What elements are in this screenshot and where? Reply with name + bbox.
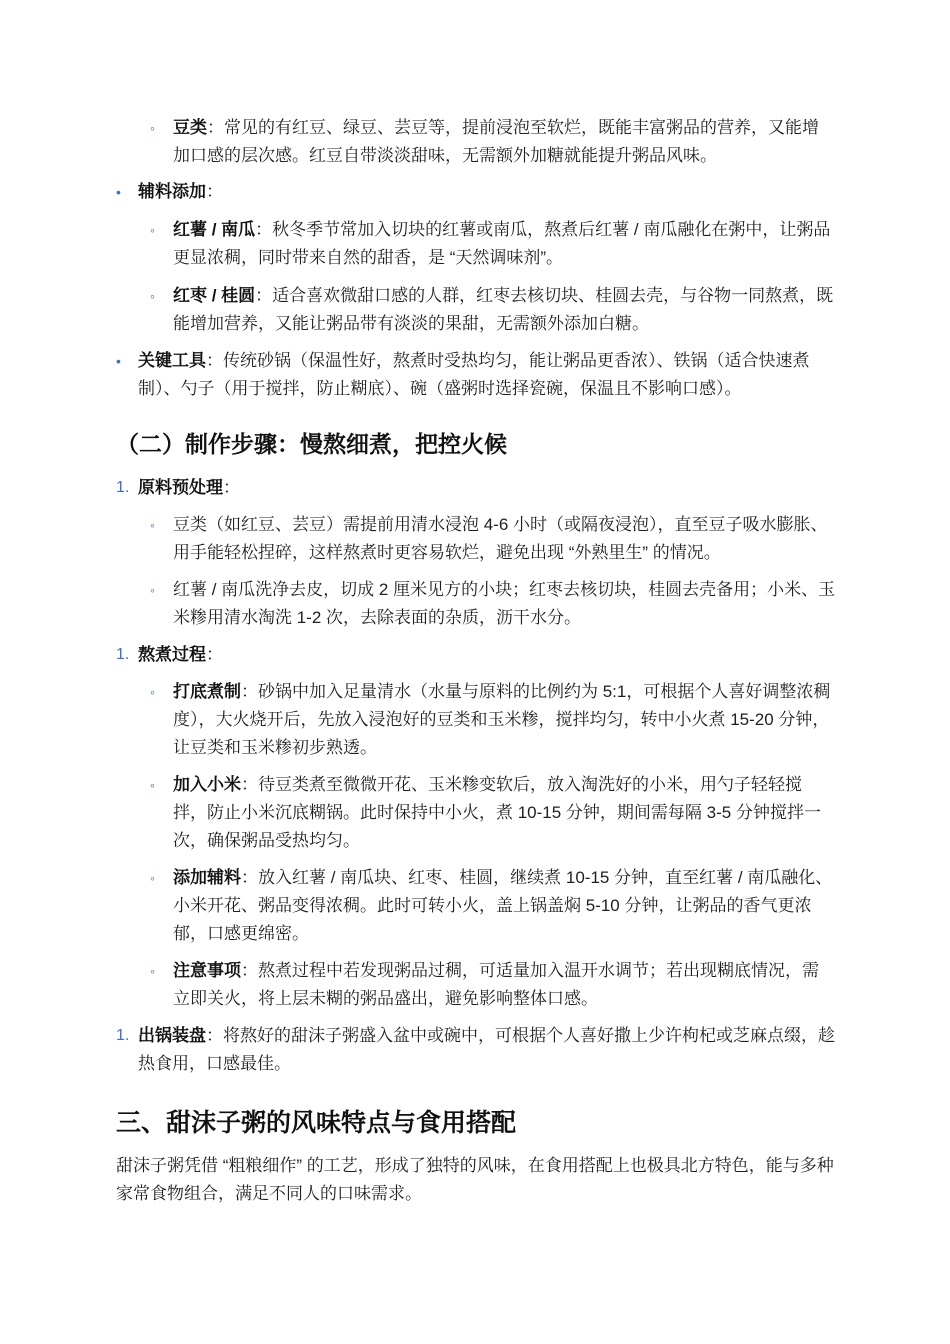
sub-bullet-marker: ◦ [150,582,155,598]
substep-term: 添加辅料 [173,868,241,887]
item-term: 红薯 / 南瓜 [173,220,256,239]
bullet-marker: • [116,353,121,369]
step-serving [138,1022,836,1078]
bullet-marker: • [116,184,121,200]
item-term: 关键工具 [138,351,206,370]
sub-bullet-marker: ◦ [150,288,155,304]
number-marker: 1. [116,479,130,496]
step-term: 原料预处理 [138,478,223,497]
step-substep: 红薯 / 南瓜洗净去皮，切成 2 厘米见方的小块；红枣去核切块，桂圆去壳备用；小米、玉米糁用清水淘洗 1-2 次，去除表面的杂质，沥干水分。 [173,580,836,627]
list-item-yam [173,216,837,272]
list-item-jujube [173,282,835,338]
sub-bullet-marker: ◦ [150,517,155,533]
step-preprocess [138,474,828,502]
item-term: 辅料添加 [138,182,206,201]
item-term: 红枣 / 桂圆 [173,286,256,305]
step-text: ：将熬好的甜沫子粥盛入盆中或碗中，可根据个人喜好撒上少许枸杞或芝麻点缀，趁热食用，口感最佳。 [138,1026,835,1073]
step-cooking [138,641,828,669]
item-text: ：适合喜欢微甜口感的人群，红枣去核切块、桂圆去壳，与谷物一同熬煮，既能增加营养，又能让粥品带有淡淡的果甜，无需额外添加白糖。 [173,286,834,333]
number-marker: 1. [116,646,130,663]
item-text: ：常见的有红豆、绿豆、芸豆等，提前浸泡至软烂，既能丰富粥品的营养，又能增加口感的层次感。红豆自带淡淡甜味，无需额外加糖就能提升粥品风味。 [173,118,819,165]
step-substep: 豆类（如红豆、芸豆）需提前用清水浸泡 4-6 小时（或隔夜浸泡），直至豆子吸水膨胀、用手能轻松捏碎，这样熬煮时更容易软烂，避免出现 “外熟里生” 的情况。 [173,515,828,562]
sub-bullet-marker: ◦ [150,777,155,793]
step-substep-notes [173,957,833,1013]
substep-text: ：放入红薯 / 南瓜块、红枣、桂圆，继续煮 10-15 分钟，直至红薯 / 南瓜融化、小米开花、粥品变得浓稠。此时可转小火，盖上锅盖焖 5-10 分钟，让粥品的香气更浓郁，口感更绵密。 [173,868,833,943]
step-text: ： [223,478,240,497]
substep-text: ：砂锅中加入足量清水（水量与原料的比例约为 5:1，可根据个人喜好调整浓稠度），大火烧开后，先放入浸泡好的豆类和玉米糁，搅拌均匀，转中小火煮 15-20 分钟，让豆类和玉米糁初步熟透。 [173,682,831,757]
item-text: ：秋冬季节常加入切块的红薯或南瓜，熬煮后红薯 / 南瓜融化在粥中，让粥品更显浓稠，同时带来自然的甜香，是 “天然调味剂”。 [173,220,831,267]
sub-bullet-marker: ◦ [150,963,155,979]
substep-term: 加入小米 [173,775,241,794]
substep-term: 注意事项 [173,961,241,980]
substep-text: ：待豆类煮至微微开花、玉米糁变软后，放入淘洗好的小米，用勺子轻轻搅拌，防止小米沉底糊锅。此时保持中小火，煮 10-15 分钟，期间需每隔 3-5 分钟搅拌一次，确保粥品受热均匀。 [173,775,821,850]
sub-bullet-marker: ◦ [150,870,155,886]
step-term: 出锅装盘 [138,1026,206,1045]
step-text: ： [206,645,223,664]
step-substep-millet [173,771,831,855]
list-item-beans [173,114,835,170]
step-substep-aux [173,864,837,948]
sub-bullet-marker: ◦ [150,684,155,700]
sub-bullet-marker: ◦ [150,120,155,136]
step-substep-base [173,678,837,762]
section-heading: 三、甜沫子粥的风味特点与食用搭配 [116,1109,517,1137]
step-term: 熬煮过程 [138,645,206,664]
sub-bullet-marker: ◦ [150,222,155,238]
list-item-tools [138,347,828,403]
number-marker: 1. [116,1027,130,1044]
item-term: 豆类 [173,118,207,137]
section-subheading: （二）制作步骤：慢熬细煮，把控火候 [116,431,507,457]
substep-term: 打底煮制 [173,682,241,701]
item-text: ：传统砂锅（保温性好，熬煮时受热均匀，能让粥品更香浓）、铁锅（适合快速煮制）、勺子（用于搅拌，防止糊底）、碗（盛粥时选择瓷碗，保温且不影响口感）。 [138,351,810,398]
section-intro-paragraph: 甜沫子粥凭借 “粗粮细作” 的工艺，形成了独特的风味，在食用搭配上也极具北方特色，能与多种家常食物组合，满足不同人的口味需求。 [116,1156,834,1203]
substep-text: ：熬煮过程中若发现粥品过稠，可适量加入温开水调节；若出现糊底情况，需立即关火，将上层未糊的粥品盛出，避免影响整体口感。 [173,961,819,1008]
item-text: ： [206,182,223,201]
list-item-aux [138,178,838,206]
